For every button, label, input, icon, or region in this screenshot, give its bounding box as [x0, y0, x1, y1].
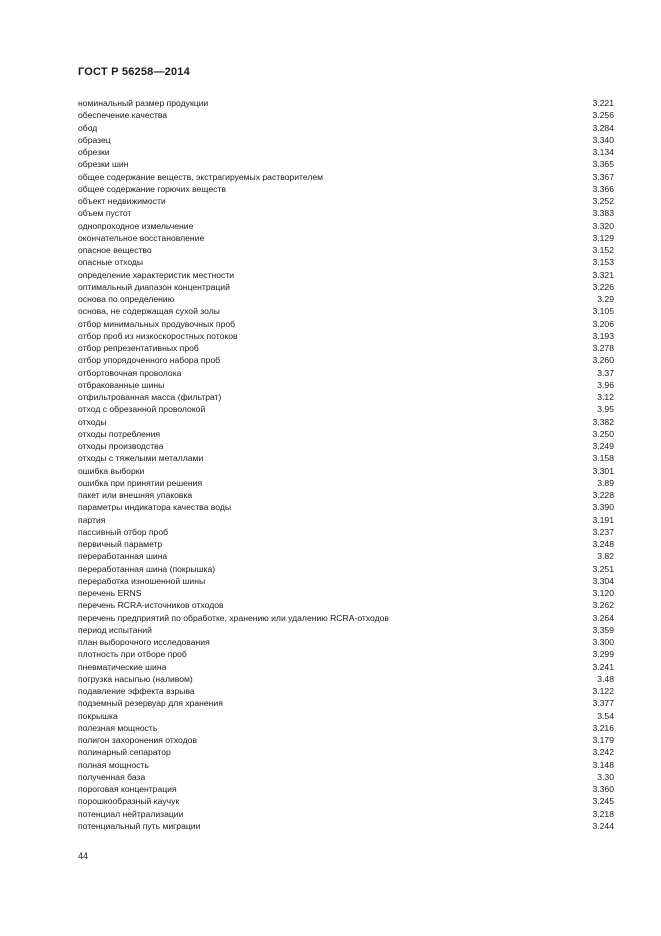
index-entry — [78, 379, 614, 391]
index-reference: 3.96 — [597, 379, 614, 390]
index-entry — [78, 183, 614, 195]
index-entry — [78, 808, 614, 820]
index-term: погрузка насыпью (наливом) — [78, 673, 193, 684]
index-reference: 3.360 — [592, 784, 614, 794]
index-entry — [78, 538, 614, 550]
index-entry — [78, 244, 614, 256]
index-term: потенциал нейтрализации — [78, 808, 184, 819]
index-reference: 3.300 — [592, 637, 614, 647]
index-reference: 3.82 — [597, 551, 614, 562]
index-reference: 3.245 — [592, 796, 614, 807]
index-entry — [78, 122, 614, 134]
index-reference: 3.252 — [592, 196, 614, 206]
index-term: пакет или внешняя упаковка — [78, 490, 193, 500]
index-term: объем пустот — [78, 208, 132, 219]
index-term: партия — [78, 514, 106, 525]
index-reference: 3.248 — [592, 539, 614, 549]
index-reference: 3.377 — [592, 698, 614, 709]
index-reference: 3.241 — [592, 661, 614, 672]
index-entry — [78, 256, 614, 268]
index-term: полная мощность — [78, 759, 149, 770]
index-term: отбор упорядоченного набора проб — [78, 355, 221, 366]
index-term: перечень ERNS — [78, 588, 142, 598]
index-reference: 3.48 — [597, 673, 614, 684]
index-reference: 3.340 — [592, 134, 614, 145]
index-entry — [78, 220, 614, 232]
index-entry — [78, 354, 614, 366]
index-reference: 3.218 — [592, 808, 614, 819]
index-term: порошкообразный каучук — [78, 796, 180, 807]
index-term: период испытаний — [78, 624, 152, 635]
index-reference: 3.320 — [592, 220, 614, 231]
index-term: однопроходное измельчение — [78, 220, 194, 231]
index-entry — [78, 526, 614, 538]
index-term: отфильтрованная масса (фильтрат) — [78, 392, 222, 402]
index-term: обрезки шин — [78, 159, 129, 170]
index-entry — [78, 697, 614, 709]
page-number: 44 — [78, 851, 89, 861]
index-reference: 3.206 — [592, 318, 614, 329]
index-term: параметры индикатора качества воды — [78, 502, 232, 513]
index-entry — [78, 612, 614, 624]
index-entry — [78, 416, 614, 428]
index-term: отходы с тяжелыми металлами — [78, 453, 204, 464]
index-entry — [78, 269, 614, 281]
index-term: образец — [78, 134, 111, 145]
index-term: отбор минимальных продувочных проб — [78, 318, 236, 329]
index-entry — [78, 795, 614, 807]
index-term: обеспечение качества — [78, 110, 168, 121]
index-reference: 3.244 — [592, 820, 614, 831]
index-reference: 3.37 — [597, 367, 614, 378]
index-reference: 3.158 — [592, 453, 614, 464]
index-entry — [78, 771, 614, 783]
index-entry — [78, 514, 614, 526]
index-entry — [78, 403, 614, 415]
index-reference: 3.237 — [592, 526, 614, 537]
index-entry — [78, 636, 614, 648]
index-reference: 3.382 — [592, 416, 614, 427]
index-reference: 3.12 — [597, 392, 614, 402]
index-entry — [78, 746, 614, 758]
index-reference: 3.122 — [592, 686, 614, 696]
index-reference: 3.249 — [592, 441, 614, 451]
index-term: отбортовочная проволока — [78, 367, 182, 378]
index-term: подавление эффекта взрыва — [78, 686, 195, 696]
index-reference: 3.262 — [592, 600, 614, 611]
index-term: перечень RCRA-источников отходов — [78, 600, 224, 611]
index-reference: 3.365 — [592, 159, 614, 170]
index-term: план выборочного исследования — [78, 637, 210, 647]
index-entry — [78, 624, 614, 636]
index-term: ошибка выборки — [78, 465, 145, 476]
index-term: основа по определению — [78, 294, 175, 304]
index-term: покрышка — [78, 710, 118, 721]
index-term: потенциальный путь миграции — [78, 820, 201, 831]
index-term: опасное вещество — [78, 245, 152, 255]
index-term: основа, не содержащая сухой золы — [78, 306, 220, 317]
index-term: определение характеристик местности — [78, 269, 235, 280]
index-term: переработка изношенной шины — [78, 575, 206, 586]
index-reference: 3.54 — [597, 710, 614, 721]
index-entry — [78, 563, 614, 575]
index-entry — [78, 685, 614, 697]
index-term: пассивный отбор проб — [78, 526, 169, 537]
index-reference: 3.299 — [592, 649, 614, 660]
index-reference: 3.251 — [592, 563, 614, 574]
index-reference: 3.134 — [592, 147, 614, 157]
index-term: переработанная шина (покрышка) — [78, 563, 216, 574]
index-entry — [78, 232, 614, 244]
index-entry — [78, 501, 614, 513]
index-reference: 3.221 — [592, 98, 614, 108]
index-reference: 3.359 — [592, 624, 614, 635]
index-term: ошибка при принятии решения — [78, 477, 203, 488]
index-entry — [78, 428, 614, 440]
index-term: плотность при отборе проб — [78, 649, 187, 660]
index-reference: 3.256 — [592, 110, 614, 121]
index-entry — [78, 342, 614, 354]
index-term: отбракованные шины — [78, 379, 165, 390]
index-reference: 3.367 — [592, 171, 614, 182]
index-reference: 3.153 — [592, 257, 614, 268]
index-entry — [78, 734, 614, 746]
index-entry — [78, 391, 614, 403]
index-entry — [78, 759, 614, 771]
index-term: общее содержание веществ, экстрагируемых растворителем — [78, 171, 324, 182]
index-entry — [78, 710, 614, 722]
index-reference: 3.29 — [597, 294, 614, 304]
index-entry — [78, 440, 614, 452]
index-reference: 3.216 — [592, 722, 614, 733]
index-entry — [78, 648, 614, 660]
index-reference: 3.148 — [592, 759, 614, 770]
index-term: оптимальный диапазон концентраций — [78, 281, 230, 292]
index-entry — [78, 599, 614, 611]
index-term: обрезки — [78, 147, 110, 157]
index-entry — [78, 820, 614, 832]
index-reference: 3.278 — [592, 343, 614, 353]
index-entry — [78, 318, 614, 330]
index-term: отбор проб из низкоскоростных потоков — [78, 330, 238, 341]
index-term: опасные отходы — [78, 257, 144, 268]
index-term: окончательное восстановление — [78, 232, 205, 243]
index-entry — [78, 575, 614, 587]
index-entry — [78, 367, 614, 379]
index-reference: 3.304 — [592, 575, 614, 586]
index-entry — [78, 465, 614, 477]
index-term: полученная база — [78, 771, 146, 782]
index-entry — [78, 97, 614, 109]
index-list — [78, 97, 614, 832]
index-term: подземный резервуар для хранения — [78, 698, 223, 709]
index-term: объект недвижимости — [78, 196, 166, 206]
index-entry — [78, 158, 614, 170]
index-entry — [78, 207, 614, 219]
index-reference: 3.105 — [592, 306, 614, 317]
index-term: общее содержание горючих веществ — [78, 183, 226, 194]
index-term: отход с обрезанной проволокой — [78, 404, 206, 415]
index-term: пороговая концентрация — [78, 784, 177, 794]
page-header-title: ГОСТ Р 56258—2014 — [78, 66, 190, 78]
index-reference: 3.242 — [592, 747, 614, 758]
index-entry — [78, 489, 614, 501]
index-term: переработанная шина — [78, 551, 168, 562]
index-term: полезная мощность — [78, 722, 158, 733]
index-term: отбор репрезентативных проб — [78, 343, 199, 353]
index-entry — [78, 109, 614, 121]
index-reference: 3.301 — [592, 465, 614, 476]
index-entry — [78, 134, 614, 146]
index-term: отходы производства — [78, 441, 164, 451]
index-reference: 3.120 — [592, 588, 614, 598]
index-entry — [78, 550, 614, 562]
index-reference: 3.30 — [597, 771, 614, 782]
index-reference: 3.250 — [592, 428, 614, 439]
index-term: перечень предприятий по обработке, хранению или удалению RCRA-отходов — [78, 612, 389, 623]
index-term: пневматические шина — [78, 661, 167, 672]
index-reference: 3.191 — [592, 514, 614, 525]
index-reference: 3.152 — [592, 245, 614, 255]
index-term: отходы потребления — [78, 428, 161, 439]
index-entry — [78, 293, 614, 305]
index-reference: 3.89 — [597, 477, 614, 488]
index-reference: 3.129 — [592, 232, 614, 243]
index-entry — [78, 281, 614, 293]
index-term: первичный параметр — [78, 539, 163, 549]
index-entry — [78, 305, 614, 317]
index-term: обод — [78, 122, 98, 133]
index-entry — [78, 673, 614, 685]
index-term: отходы — [78, 416, 107, 427]
index-entry — [78, 661, 614, 673]
index-entry — [78, 330, 614, 342]
index-entry — [78, 171, 614, 183]
index-entry — [78, 783, 614, 795]
index-reference: 3.264 — [592, 612, 614, 623]
index-reference: 3.193 — [592, 330, 614, 341]
index-reference: 3.390 — [592, 502, 614, 513]
index-reference: 3.179 — [592, 735, 614, 745]
index-term: полигон захоронения отходов — [78, 735, 197, 745]
index-entry — [78, 452, 614, 464]
index-reference: 3.321 — [592, 269, 614, 280]
index-reference: 3.366 — [592, 183, 614, 194]
index-entry — [78, 587, 614, 599]
index-entry — [78, 195, 614, 207]
index-reference: 3.383 — [592, 208, 614, 219]
index-reference: 3.260 — [592, 355, 614, 366]
index-reference: 3.284 — [592, 122, 614, 133]
index-reference: 3.228 — [592, 490, 614, 500]
index-reference: 3.226 — [592, 281, 614, 292]
index-term: полинарный сепаратор — [78, 747, 171, 758]
index-entry — [78, 146, 614, 158]
index-entry — [78, 722, 614, 734]
index-entry — [78, 477, 614, 489]
index-term: номинальный размер продукции — [78, 98, 209, 108]
index-reference: 3.95 — [597, 404, 614, 415]
